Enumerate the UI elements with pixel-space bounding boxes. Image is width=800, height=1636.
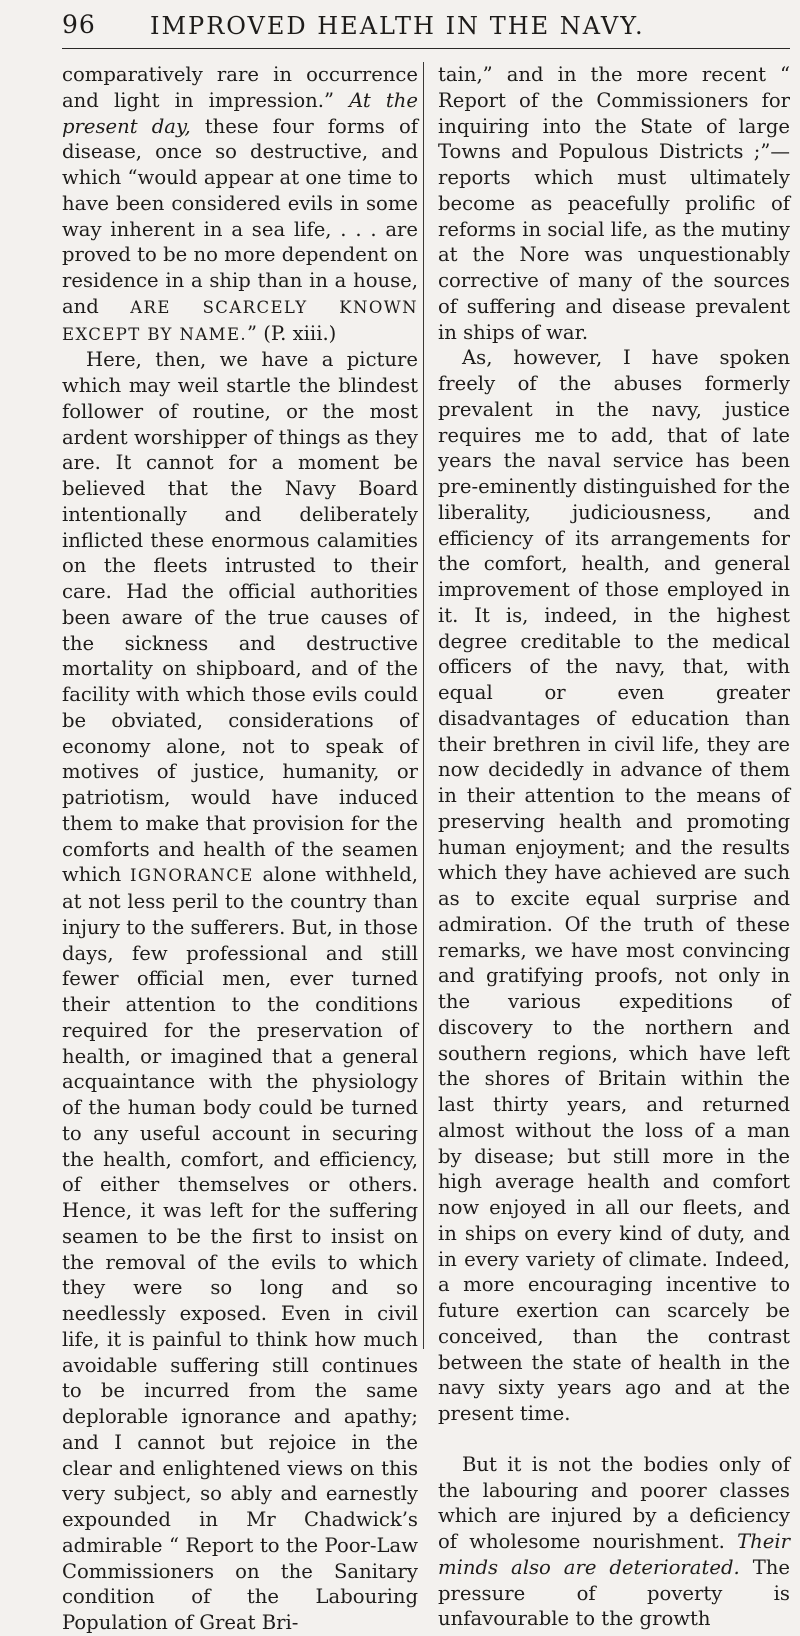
paragraph [438, 1452, 790, 1632]
paragraph: As, however, I have spoken freely of the abuses formerly prevalent in the navy, justice requires me to add, that of late years the naval service has been pre-eminently distinguished for the liberality, judiciousness, and efficiency of its arrangements for the comfort, health, and general improvement of those employed in it. It is, indeed, in the highest degree creditable to the medical officers of the navy, that, with equal or even greater disadvantages of education than their brethren in civil life, they are now decidedly in advance of them in their attention to the means of preserving health and promoting human enjoyment; and the results which they have achieved are such as to excite equal surprise and admiration. Of the truth of these remarks, we have most convincing and gratifying proofs, not only in the various expeditions of discovery to the northern and southern regions, which have left the shores of Britain within the last thirty years, and returned almost without the loss of a man by disease; but still more in the high average health and comfort now enjoyed in all our fleets, and in ships on every kind of duty, and in every variety of climate. Indeed, a more encouraging incentive to future exertion can scarcely be conceived, than the contrast between the state of health in the navy sixty years ago and at the present time. [438, 346, 790, 1425]
paragraph [62, 347, 418, 1636]
text-run: these four forms of disease, once so destructive, and which “would appear at one time to have been considered evils in some way inherent in a sea life, . . . are proved to be no more dependent on residence in a ship than in a house, and [62, 114, 419, 318]
italic-text: Their minds also are deteriorated. [438, 1530, 790, 1579]
text-run: Here, then, we have a picture which may weil startle the blindest follower of routine, or the most ardent worshipper of things as they are. It cannot for a moment be believed that the Navy Board intentionally and deliberately inflicted these enormous calamities on the fleets intrusted to their care. Had the official authorities been aware of the true causes of the sickness and destructive mortality on shipboard, and of the facility with which those evils could be obviated, considerations of economy alone, not to speak of motives of justice, humanity, or patriotism, would have induced them to make that provision for the comforts and health of the seamen which [62, 348, 418, 887]
italic-text: At the present day, [62, 88, 418, 138]
text-run: alone withheld, at not less peril to the country than injury to the sufferers. But, in those days, few professional and still fewer official men, ever turned their attention to the conditions required for the preservation of health, or imagined that a general acquaintance with the physiology of the human body could be turned to any useful account in securing the health, comfort, and efficiency, of either themselves or others. Hence, it was left for the suffering seamen to be the first to insist on the removal of the evils to which they were so long and so needlessly exposed. Even in civil life, it is painful to think how much avoidable suffering still continues to be incurred from the same deplorable ignorance and apathy; and I cannot but rejoice in the clear and enlightened views on this very subject, so ably and earnestly expounded in Mr Chadwick’s admirable “ Report to the Poor-Law Commissioners on the Sanitary condition of the Labouring Population of Great Bri- [62, 863, 418, 1634]
text-run: ” (P. xiii.) [247, 321, 337, 345]
running-head: IMPROVED HEALTH IN THE NAVY. [150, 12, 645, 40]
small-caps-text: IGNORANCE [130, 866, 254, 886]
left-column [62, 62, 418, 1636]
paragraph: tain,” and in the more recent “ Report of the Commissioners for inquiring into the State of large Towns and Populous Districts ;”—reports which must ultimately become as peacefully prolific of reforms in social life, as the mutiny at the Nore was unquestionably corrective of many of the sources of suffering and disease prevalent in ships of war. [438, 63, 790, 344]
paragraph [62, 62, 418, 347]
text-run: But it is not the bodies only of the labouring and poorer classes which are injured by a deficiency of wholesome nourishment. [438, 1452, 790, 1553]
column-divider [423, 62, 424, 1349]
small-caps-text: ARE SCARCELY KNOWN EXCEPT BY NAME. [62, 297, 418, 344]
header-rule [62, 48, 790, 49]
text-run: The pressure of poverty is unfavourable to the growth [438, 1555, 790, 1631]
text-run: comparatively rare in occurrence and light in impression.” [62, 63, 418, 112]
page-number: 96 [62, 10, 96, 39]
right-column [438, 62, 790, 1632]
